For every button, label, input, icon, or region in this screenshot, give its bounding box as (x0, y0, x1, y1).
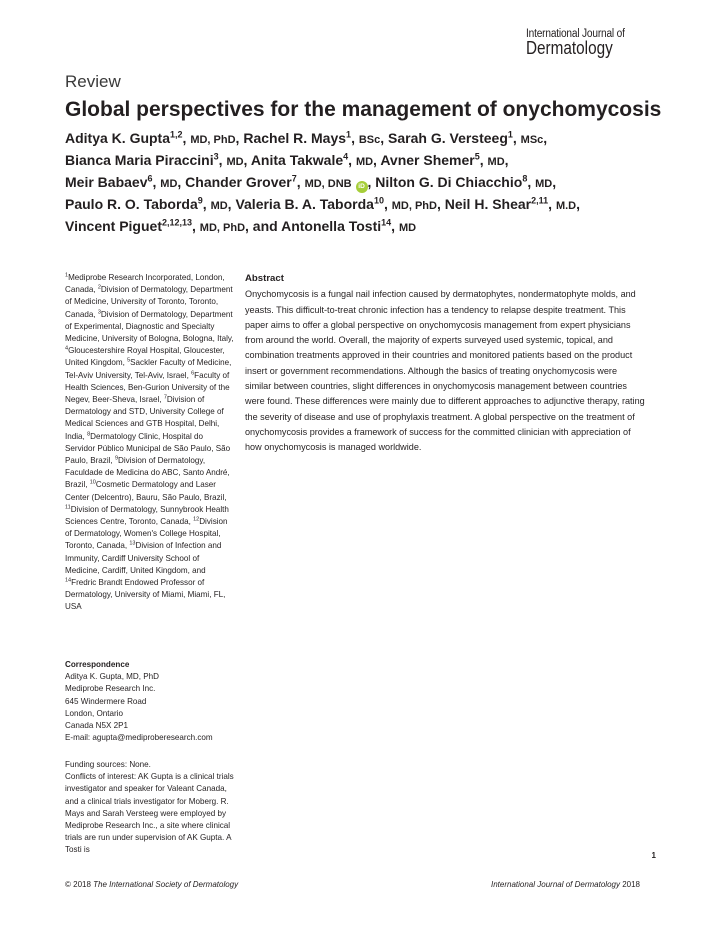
correspondence-email-link[interactable]: E-mail: agupta@mediproberesearch.com (65, 733, 213, 743)
funding-sources: Funding sources: None. (65, 760, 151, 769)
page-number: 1 (651, 851, 656, 860)
author-name[interactable]: Valeria B. A. Taborda (235, 196, 374, 212)
orcid-icon[interactable]: iD (356, 181, 368, 193)
article-title: Global perspectives for the management of onychomycosis (65, 98, 662, 121)
author-name[interactable]: Paulo R. O. Taborda (65, 196, 198, 212)
author-name[interactable]: Meir Babaev (65, 174, 148, 190)
abstract-text: Onychomycosis is a fungal nail infection caused by dermatophytes, nondermatophyte molds, and yeasts. This difficult-to-treat chronic infection has a tendency to relapse despite treatment. This paper aims to offer a global perspective on onychomycosis management from expert physicians from around the world. Overall, the majority of experts surveyed used systemic, topical, and combination treatments approved in their countries and monitored patients based on the product insert or government recommendations. Although the basics of treating onychomycosis were similar between countries, slight differences in onychomycosis management between countries were found. These differences were mainly due to different approaches to adjunctive therapy, rating the severity of disease and use of prophylaxis treatment. A global perspective on the treatment of onychomycosis provides a framework of success for the committed clinician with appreciation of how onychomycosis is managed worldwide. (245, 289, 645, 453)
journal-logo-line1: International Journal of (525, 28, 625, 40)
correspondence-line: Canada N5X 2P1 (65, 721, 128, 731)
correspondence-block (65, 659, 235, 744)
funding-block (65, 759, 235, 857)
author-name[interactable]: Vincent Piguet (65, 218, 162, 234)
correspondence-line: Aditya K. Gupta, MD, PhD (65, 672, 160, 682)
author-name[interactable]: Nilton G. Di Chiacchio (375, 174, 523, 190)
conflicts-of-interest: Conflicts of interest: AK Gupta is a clinical trials investigator and speaker for Valeant Canada, and a clinical trials investigator for Moberg. R. Mays and Sarah Versteeg were employed by Mediprobe Research Inc., a site where clinical trials are run under supervision of AK Gupta. A Tosti is (65, 772, 234, 855)
author-name[interactable]: Sarah G. Versteeg (388, 130, 508, 146)
author-name[interactable]: Avner Shemer (380, 152, 475, 168)
author-name[interactable]: Bianca Maria Piraccini (65, 152, 214, 168)
author-name[interactable]: Aditya K. Gupta (65, 130, 171, 146)
abstract-block (245, 271, 645, 456)
affiliations: $^1$Mediprobe Research Incorporated, London, Canada, $^2$Division of Dermatology, Department of Medicine, University of Toronto, Toronto, Canada, $^3$Division of Dermatology, Department of Experimental, Diagnostic and Specialty Medicine, University of Bologna, Bologna, Italy, $^4$Gloucestershire Royal Hospital, Gloucester, United Kingdom, $^5$Sackler Faculty of Medicine, Tel-Aviv University, Tel-Aviv, Israel, $^6$Faculty of Health Sciences, Ben-Gurion University of the Negev, Beer-Sheva, Israel, $^7$Division of Dermatology and STD, University College of Medical Sciences and GTB Hospital, Delhi, India, $^8$Dermatology Clinic, Hospital do Servidor Público Municipal de São Paulo, São Paulo, Brazil, $^9$Division of Dermatology, Faculdade de Medicina do ABC, Santo André, Brazil, $^{10}$Cosmetic Dermatology and Laser Center (Delcentro), Bauru, São Paulo, Brazil, $^{11}$Division of Dermatology, Sunnybrook Health Sciences Centre, Toronto, Canada, $^{12}$Division of Dermatology, Women's College Hospital, Toronto, Canada, $^{13}$Division of Infection and Immunity, Cardiff University School of Medicine, Cardiff, United Kingdom, and $^{14}$Fredric Brandt Endowed Professor of Dermatology, University of Miami, Miami, FL, USA (65, 272, 234, 612)
author-name[interactable]: Chander Grover (185, 174, 292, 190)
author-name[interactable]: Rachel R. Mays (243, 130, 347, 146)
author-name[interactable]: Anita Takwale (250, 152, 344, 168)
correspondence-heading: Correspondence (65, 660, 130, 669)
correspondence-line: Mediprobe Research Inc. (65, 684, 156, 694)
section-label: Review (65, 72, 121, 91)
footer-journal: International Journal of Dermatology 2018 (491, 880, 640, 889)
author-name[interactable]: Antonella Tosti (281, 218, 382, 234)
author-list: Aditya K. Gupta$^{1,2}$, MD, PhD, Rachel R. Mays$^1$, BSc, Sarah G. Versteeg$^1$, MSc, Bianca Maria Piraccini$^3$, MD, Anita Takwale$^4$, MD, Avner Shemer$^5$, MD, Meir Babaev$^6$, MD, Chander Grover$^7$, MD, DNB iD , Nilton G. Di Chiacchio$^8$, MD, Paulo R. O. Taborda$^9$, MD, Valeria B. A. Taborda$^{10}$, MD, PhD, Neil H. Shear$^{2,11}$, M.D, Vincent Piguet$^{2,12,13}$, MD, PhD, and Antonella Tosti$^{14}$, MD (65, 129, 581, 234)
journal-logo (526, 28, 638, 59)
author-name[interactable]: Neil H. Shear (444, 196, 532, 212)
correspondence-line: London, Ontario (65, 708, 124, 718)
correspondence-line: 645 Windermere Road (65, 696, 147, 706)
journal-logo-line2: Dermatology (525, 38, 613, 58)
footer-copyright: © 2018 The International Society of Dermatology (65, 880, 239, 889)
abstract-heading: Abstract (245, 273, 284, 284)
